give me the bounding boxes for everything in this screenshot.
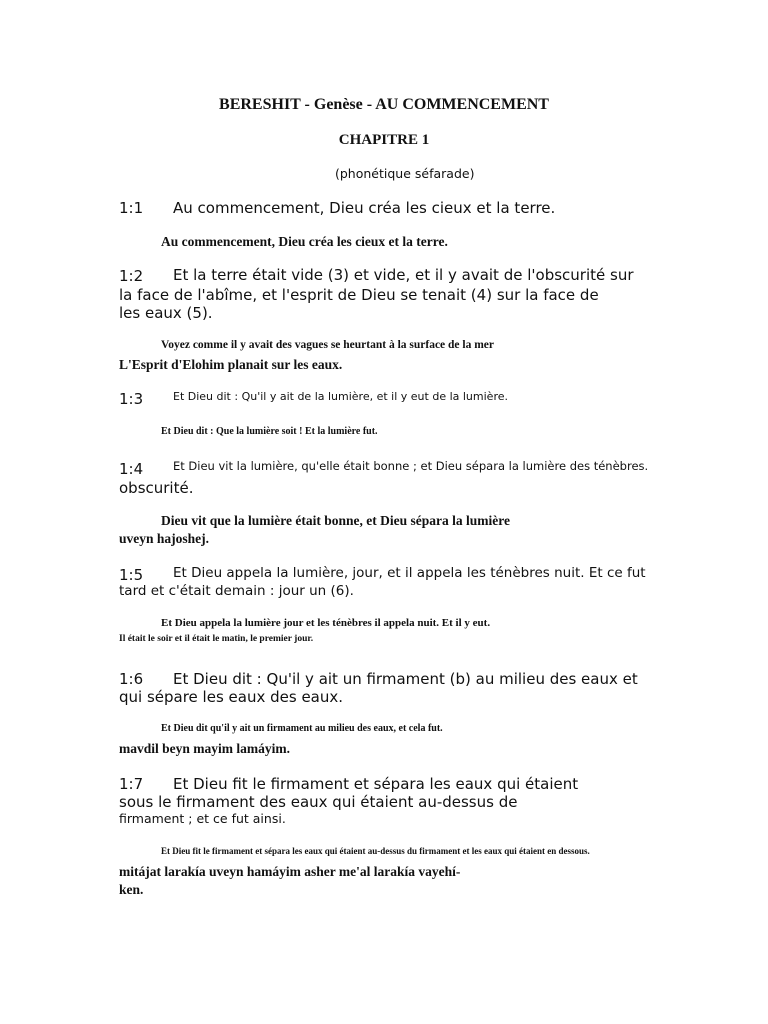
verse-note: Voyez comme il y avait des vagues se heurtant à la surface de la mer xyxy=(161,339,495,351)
verse-number: 1:3 xyxy=(119,390,144,408)
verse-text: tard et c'était demain : jour un (6). xyxy=(119,583,354,599)
verse-text: Et Dieu dit : Qu'il y ait un firmament (b) au milieu des eaux et xyxy=(173,670,638,688)
verse-note: mavdil beyn mayim lamáyim. xyxy=(119,741,290,756)
verse-note: Au commencement, Dieu créa les cieux et la terre. xyxy=(161,234,448,249)
verse-note: Il était le soir et il était le matin, le premier jour. xyxy=(119,634,314,644)
verse-note: Dieu vit que la lumière était bonne, et Dieu sépara la lumière xyxy=(161,513,510,528)
verse-text: la face de l'abîme, et l'esprit de Dieu se tenait (4) sur la face de xyxy=(119,286,599,304)
verse-number: 1:1 xyxy=(119,199,144,217)
verse-note: Et Dieu appela la lumière jour et les ténèbres il appela nuit. Et il y eut. xyxy=(161,617,491,629)
verse-number: 1:5 xyxy=(119,566,144,584)
verse-number: 1:2 xyxy=(119,267,144,285)
verse-text: firmament ; et ce fut ainsi. xyxy=(119,811,286,826)
verse-text: Et la terre était vide (3) et vide, et il y avait de l'obscurité sur xyxy=(173,266,634,284)
verse-note: Et Dieu dit : Que la lumière soit ! Et la lumière fut. xyxy=(161,426,378,437)
verse-text: Au commencement, Dieu créa les cieux et la terre. xyxy=(173,199,556,217)
subtitle: (phonétique séfarade) xyxy=(335,166,475,181)
verse-number: 1:7 xyxy=(119,775,144,793)
verse-text: qui sépare les eaux des eaux. xyxy=(119,688,344,706)
verse-number: 1:4 xyxy=(119,460,144,478)
verse-note: Et Dieu fit le firmament et sépara les eaux qui étaient au-dessus du firmament et les eaux qui étaient en dessous. xyxy=(161,846,590,856)
verse-note: uveyn hajoshej. xyxy=(119,531,210,546)
verse-text: Et Dieu dit : Qu'il y ait de la lumière, et il y eut de la lumière. xyxy=(173,390,508,403)
verse-text: obscurité. xyxy=(119,479,194,497)
verse-text: Et Dieu vit la lumière, qu'elle était bonne ; et Dieu sépara la lumière des ténèbres. xyxy=(173,459,649,473)
chapter-heading: CHAPITRE 1 xyxy=(338,132,430,148)
verse-note: Et Dieu dit qu'il y ait un firmament au milieu des eaux, et cela fut. xyxy=(161,723,443,734)
verse-note: mitájat larakía uveyn hamáyim asher me'al larakía vayehí- xyxy=(119,864,461,879)
page-title: BERESHIT - Genèse - AU COMMENCEMENT xyxy=(219,96,549,113)
verse-text: sous le firmament des eaux qui étaient au-dessus de xyxy=(119,793,518,811)
verse-text: les eaux (5). xyxy=(119,304,213,322)
verse-text: Et Dieu fit le firmament et sépara les eaux qui étaient xyxy=(173,775,579,793)
verse-text: Et Dieu appela la lumière, jour, et il appela les ténèbres nuit. Et ce fut xyxy=(173,565,646,581)
verse-note: ken. xyxy=(119,882,144,897)
verse-number: 1:6 xyxy=(119,670,144,688)
verse-note: L'Esprit d'Elohim planait sur les eaux. xyxy=(119,357,343,372)
